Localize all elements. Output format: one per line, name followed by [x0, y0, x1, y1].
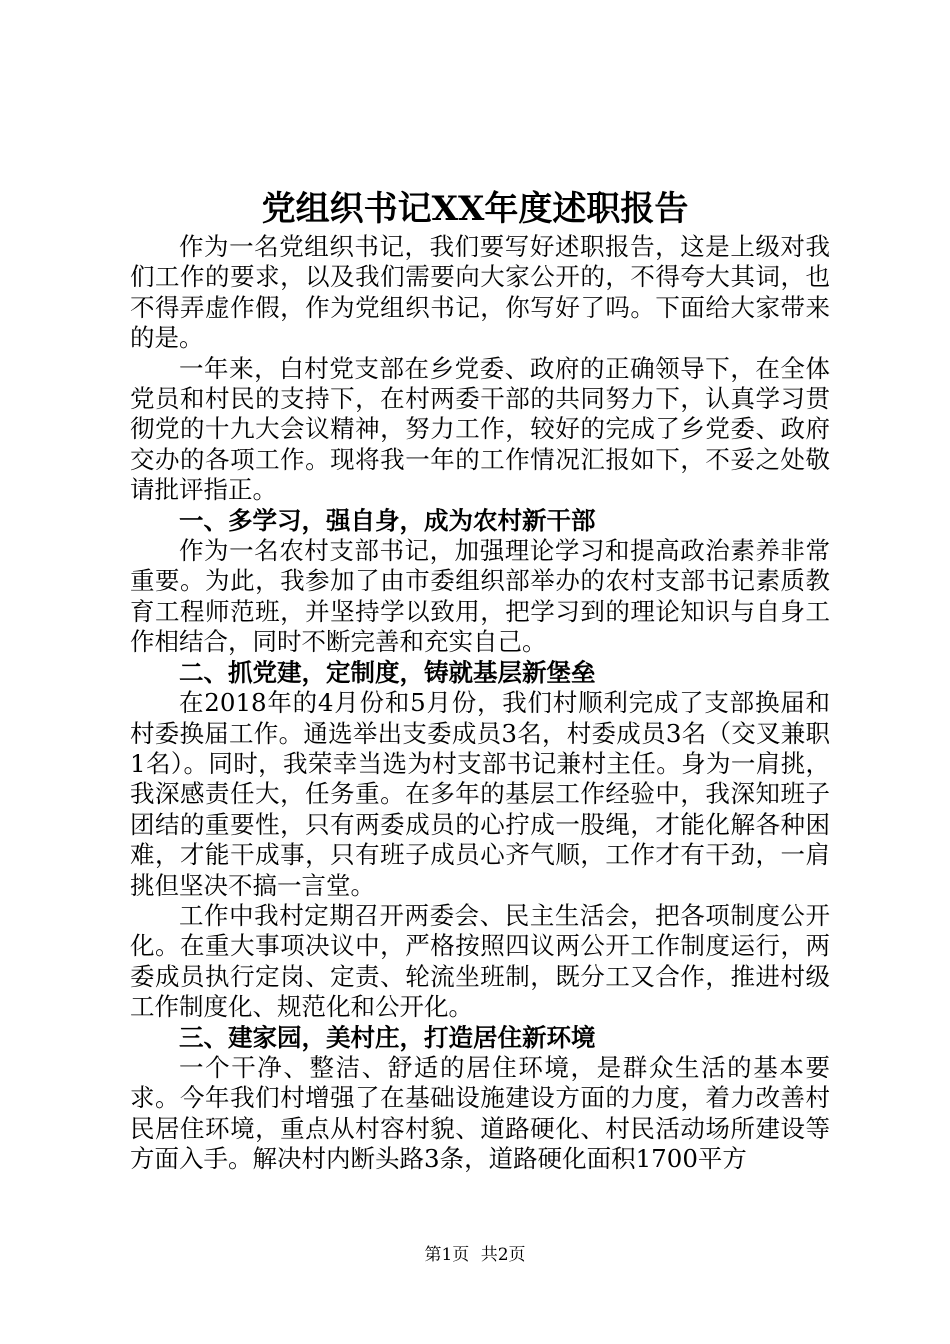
page-total: 共2页 — [480, 1245, 526, 1265]
section-heading-1: 一、多学习，强自身，成为农村新干部 — [179, 505, 596, 535]
section-heading-3: 三、建家园，美村庄，打造居住新环境 — [179, 1022, 596, 1052]
section-heading-2: 二、抓党建，定制度，铸就基层新堡垒 — [179, 657, 596, 687]
paragraph-section-2a: 在2018年的4月份和5月份，我们村顺利完成了支部换届和村委换届工作。通选举出支委成员3名，村委成员3名（交叉兼职1名）。同时，我荣幸当选为村支部书记兼村主任。身为一肩挑，我深感责任大，任务重。在多年的基层工作经验中，我深知班子团结的重要性，只有两委成员的心拧成一股绳，才能化解各种困难，才能干成事，只有班子成员心齐气顺，工作才有干劲，一肩挑但坚决不搞一言堂。 — [130, 688, 830, 900]
paragraph-section-3: 一个干净、整洁、舒适的居住环境，是群众生活的基本要求。今年我们村增强了在基础设施建设方面的力度，着力改善村民居住环境，重点从村容村貌、道路硬化、村民活动场所建设等方面入手。解决村内断头路3条，道路硬化面积1700平方 — [130, 1052, 830, 1174]
document-title: 党组织书记XX年度述职报告 — [261, 189, 689, 229]
document-body — [130, 232, 830, 1175]
page-number: 第1页 — [424, 1245, 470, 1265]
paragraph-intro: 作为一名党组织书记，我们要写好述职报告，这是上级对我们工作的要求，以及我们需要向大家公开的，不得夸大其词，也不得弄虚作假，作为党组织书记，你写好了吗。下面给大家带来的是。 — [130, 232, 830, 353]
paragraph-summary: 一年来，白村党支部在乡党委、政府的正确领导下，在全体党员和村民的支持下，在村两委干部的共同努力下，认真学习贯彻党的十九大会议精神，努力工作，较好的完成了乡党委、政府交办的各项工作。现将我一年的工作情况汇报如下，不妥之处敬请批评指正。 — [130, 353, 830, 505]
paragraph-section-2b: 工作中我村定期召开两委会、民主生活会，把各项制度公开化。在重大事项决议中，严格按照四议两公开工作制度运行，两委成员执行定岗、定责、轮流坐班制，既分工又合作，推进村级工作制度化、规范化和公开化。 — [130, 900, 830, 1022]
page-footer — [0, 1244, 950, 1266]
paragraph-section-1: 作为一名农村支部书记，加强理论学习和提高政治素养非常重要。为此，我参加了由市委组织部举办的农村支部书记素质教育工程师范班，并坚持学以致用，把学习到的理论知识与自身工作相结合，同时不断完善和充实自己。 — [130, 536, 830, 657]
